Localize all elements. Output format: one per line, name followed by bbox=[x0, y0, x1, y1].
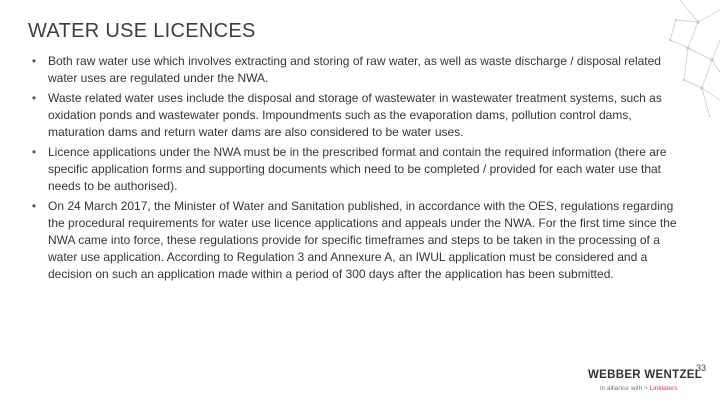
bullet-item bbox=[28, 53, 684, 87]
slide-title: WATER USE LICENCES bbox=[28, 20, 256, 42]
bullet-text: On 24 March 2017, the Minister of Water and Sanitation published, in accordance with the OES, regulations regarding the procedural requirements for water use licence applications and appeals under the NWA. For the first time since the NWA came into force, these regulations provide for specific timeframes and steps to be taken in the processing of a water use application. According to Regulation 3 and Annexure A, an IWUL application must be considered and a decision on such an application made within a period of 300 days after the application has been submitted. bbox=[48, 199, 677, 281]
bullet-marker: • bbox=[31, 145, 37, 159]
bullet-item bbox=[28, 144, 684, 195]
logo-tagline-prefix: in alliance with > bbox=[600, 385, 648, 392]
bullet-text: Waste related water uses include the disposal and storage of wastewater in wastewater treatment systems, such as oxidation ponds and wastewater ponds. Impoundments such as the evaporation dams, pollution control dams, maturation dams and return water dams are also considered to be water uses. bbox=[48, 91, 662, 139]
bullet-marker: • bbox=[31, 199, 37, 213]
bullet-marker: • bbox=[31, 91, 37, 105]
bullet-item bbox=[28, 198, 684, 283]
logo-tagline-partner: Linklaters bbox=[649, 385, 678, 392]
bullet-text: Both raw water use which involves extracting and storing of raw water, as well as waste discharge / disposal related water uses are regulated under the NWA. bbox=[48, 54, 661, 85]
logo-name: WEBBER WENTZEL bbox=[588, 369, 703, 381]
bullet-list bbox=[28, 53, 684, 286]
bullet-marker: • bbox=[31, 54, 37, 68]
company-logo bbox=[588, 368, 708, 394]
bullet-text: Licence applications under the NWA must be in the prescribed format and contain the required information (there are specific application forms and supporting documents which need to be completed / provided for each water use that needs to be authorised). bbox=[48, 145, 667, 193]
page-number: 33 bbox=[695, 363, 706, 373]
bullet-item bbox=[28, 90, 684, 141]
logo-tagline bbox=[600, 384, 708, 394]
